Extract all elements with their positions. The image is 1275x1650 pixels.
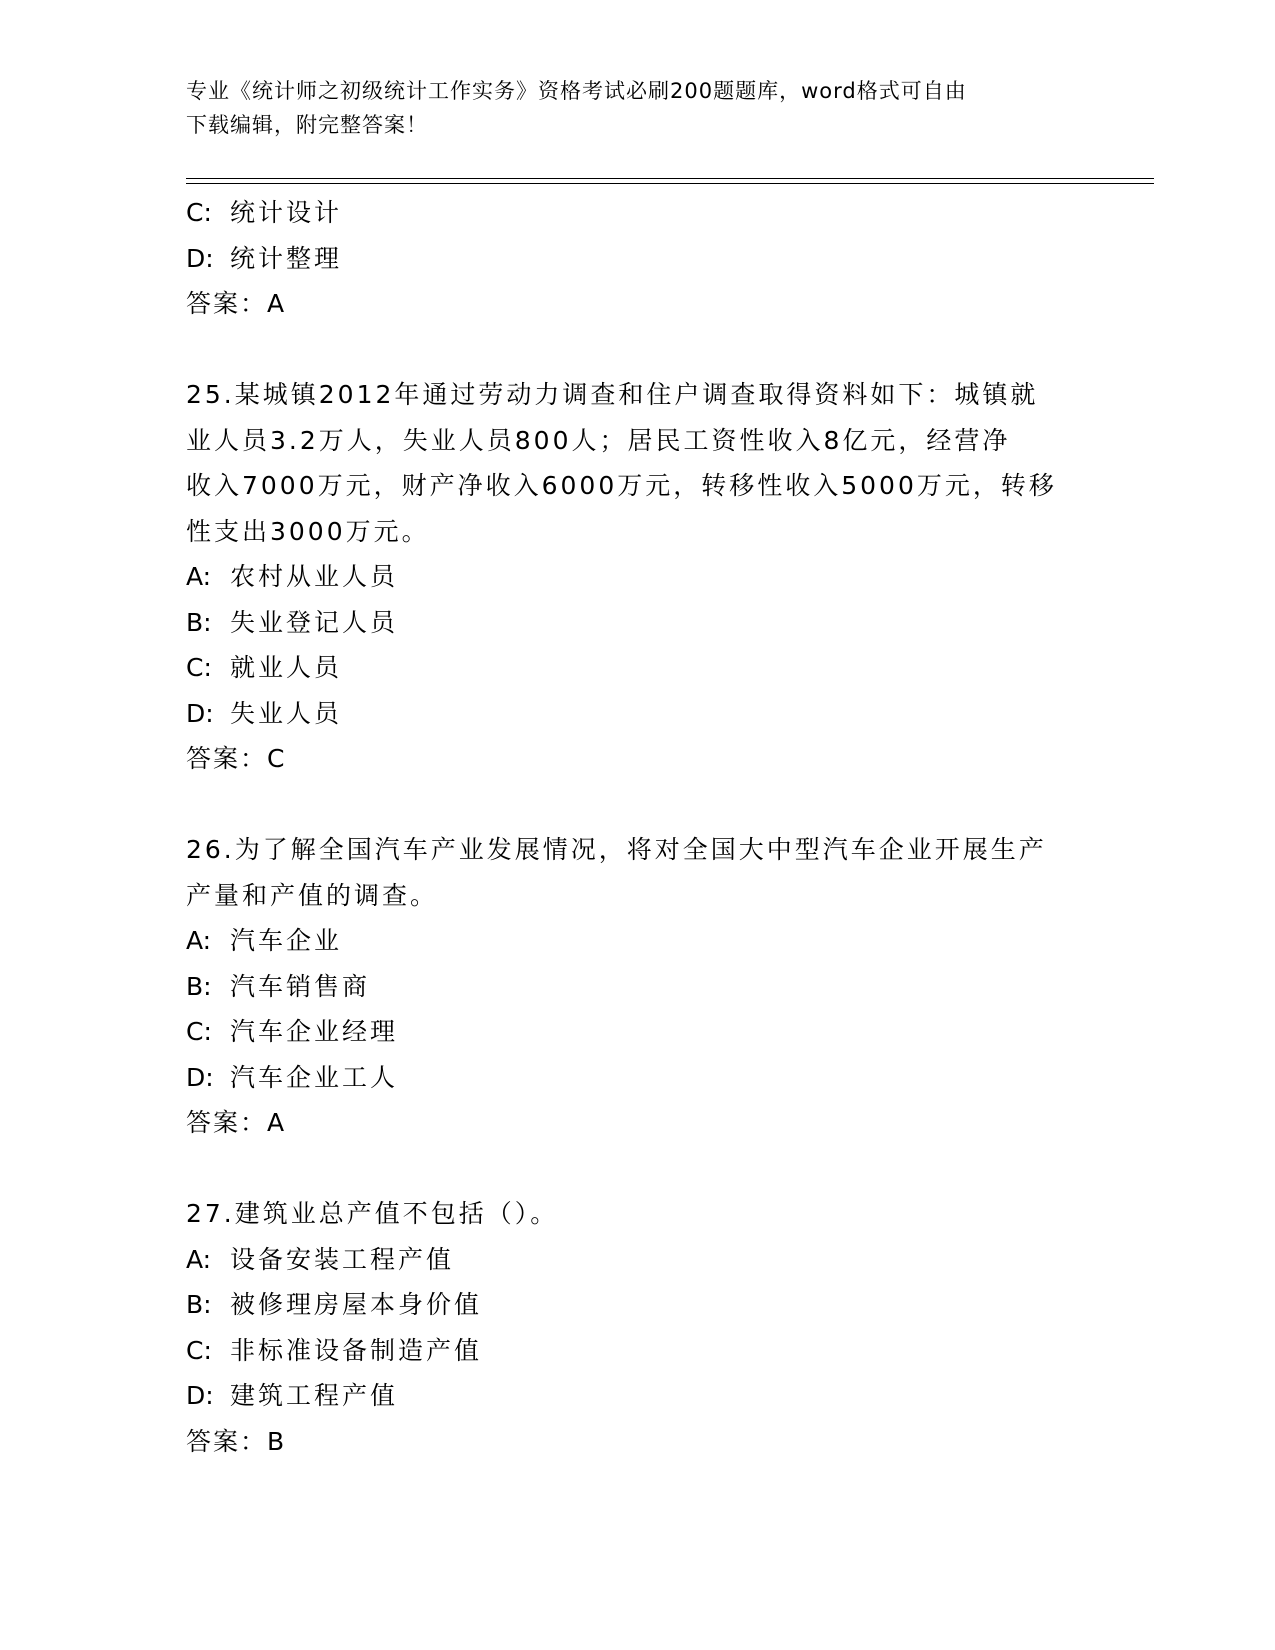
header-rule-bottom [186,183,1154,184]
option-text: 统计设计 [230,198,343,227]
option-label: C: [186,1017,212,1046]
option-line [186,645,1086,691]
document-header [186,74,1066,142]
question-stem-line: 业人员3.2万人，失业人员800人；居民工资性收入8亿元，经营净 [186,425,1011,455]
option-text: 建筑工程产值 [230,1381,399,1410]
option-text: 失业登记人员 [230,607,399,637]
option-label: A: [186,562,212,591]
option-text: 被修理房屋本身价值 [230,1290,483,1319]
option-line [186,1282,1086,1328]
option-text: 汽车销售商 [230,971,371,1001]
question-26-block [186,827,1086,1146]
option-line [186,600,1086,646]
answer-line: 答案：A [186,1108,287,1137]
question-content [186,190,1086,1464]
question-stem-line: 收入7000万元，财产净收入6000万元，转移性收入5000万元，转移 [186,471,1057,500]
option-line [186,1009,1086,1055]
option-label: A: [186,1244,212,1274]
option-label: C: [186,1335,212,1365]
header-rule-top [186,178,1154,179]
question-stem-line: 产量和产值的调查。 [186,880,439,910]
option-text: 汽车企业 [230,926,343,955]
option-label: B: [186,607,212,637]
option-text: 就业人员 [230,653,343,682]
option-line [186,918,1086,964]
option-label: B: [186,971,212,1001]
option-line [186,691,1086,737]
option-text: 设备安装工程产值 [230,1244,455,1274]
option-line [186,1328,1086,1374]
option-text: 汽车企业经理 [230,1017,399,1046]
option-label: A: [186,926,212,955]
option-line [186,964,1086,1010]
prev-question-block [186,190,1086,327]
option-label: C: [186,653,212,682]
option-label: D: [186,243,214,273]
question-stem-line: 性支出3000万元。 [186,516,430,546]
spacer [186,782,1086,828]
option-line [186,1055,1086,1101]
option-text: 非标准设备制造产值 [230,1335,483,1365]
question-stem-line: 26.为了解全国汽车产业发展情况，将对全国大中型汽车企业开展生产 [186,835,1047,864]
option-line [186,236,1086,282]
option-line [186,1237,1086,1283]
option-label: D: [186,1062,214,1092]
option-text: 汽车企业工人 [230,1062,399,1092]
option-line [186,554,1086,600]
header-line-1: 专业《统计师之初级统计工作实务》资格考试必刷200题题库，word格式可自由 [186,79,967,103]
option-label: D: [186,698,214,728]
question-27-block [186,1191,1086,1464]
spacer [186,327,1086,373]
question-25-block [186,372,1086,782]
option-line [186,190,1086,236]
option-text: 统计整理 [230,243,343,273]
option-text: 农村从业人员 [230,562,399,591]
option-line [186,1373,1086,1419]
answer-line: 答案：A [186,289,287,318]
header-line-2: 下载编辑，附完整答案！ [186,113,428,137]
option-label: C: [186,198,212,227]
answer-line: 答案：B [186,1426,287,1456]
answer-line: 答案：C [186,744,287,773]
question-stem-line: 25.某城镇2012年通过劳动力调查和住户调查取得资料如下：城镇就 [186,380,1039,409]
option-text: 失业人员 [230,698,343,728]
option-label: D: [186,1381,214,1410]
option-label: B: [186,1290,212,1319]
question-stem-line: 27.建筑业总产值不包括（）。 [186,1199,559,1228]
spacer [186,1146,1086,1192]
